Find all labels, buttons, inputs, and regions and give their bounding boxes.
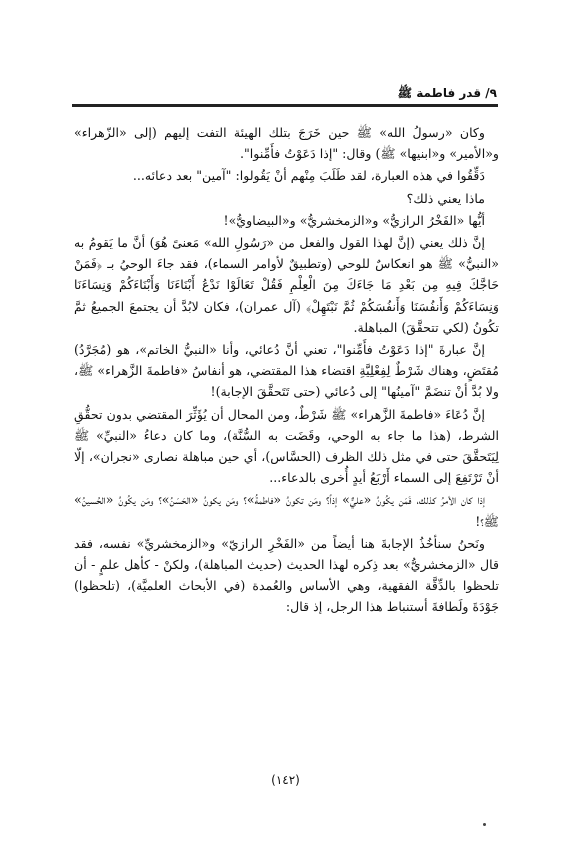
running-header: ٩/ قدر فاطمة ﷺ xyxy=(397,86,497,100)
paragraph-7: إنَّ دُعَاءَ «فاطمةَ الزَّهراء» ﷺ شَرْطٌ، ومن المحال أن يُؤَثِّرَ المقتضي بدون تحقُّقِ الشرط، (هذا ما جاء به الوحي، وقَضَت به السُّنَّة)، وما كان دعاءُ «النبيِّ» ﷺ لِيَتَحقَّقَ حتى في مثل ذلك الظرف (الحسَّاس)، أي حين مباهلة نصارى «نجران»، إلّا أنْ تَرْتَفِعَ إلى السماء أَرْبَعُ أيدٍ أُخرى بالدعاء... xyxy=(74,406,499,486)
paragraph-3: ماذا يعني ذلك؟ xyxy=(406,190,485,206)
paragraph-5: إنَّ ذلك يعني (إنَّ لهذا القول والفعل من «رَسُولِ الله» مَعنىً هُوَ) أنَّ ما يَقومُ به «النبيُّ» ﷺ هو انعكاسٌ للوحي (وتطبيقٌ لأوامر السماء)، فقد جاءَ الوحيُ بـ ﴿فَمَنْ حَاجَّكَ فِيهِ مِن بَعْدِ مَا جَاءَكَ مِنَ الْعِلْمِ فَقُلْ تَعَالَوْا نَدْعُ أَبْنَاءَنَا وَأَبْنَاءَكُمْ وَنِسَاءَنَا وَنِسَاءَكُمْ وَأَنفُسَنَا وَأَنفُسَكُمْ ثُمَّ نَبْتَهِلْ﴾ (آل عمران)، فكان لابُدَّ أن يجتمعَ الجميعُ ثمَّ تكُونُ (لكي تتحقَّقَ) المباهلة. xyxy=(74,235,499,335)
paragraph-1: وكان «رسولُ الله» ﷺ حين خَرَجَ بتلك الهيئة التفت إليهم (إلى «الزّهراء» و«الأمير» و«ابنيها» ﷺ) وقال: "إذا دَعَوْتُ فأَمِّنوا". xyxy=(74,125,499,162)
paragraph-8: إذا كان الأمرُ كذلك، فَمَن يكُونُ «عليٌّ» إذاً؟ ومَن تكونُ «فاطمةُ»؟ ومَن يكونُ «الحَسَنُ»؟ ومَن يكُونُ «الحُسينُ» ﷺ؟! xyxy=(74,492,499,529)
paragraph-4: أيُّها «الفَخْرُ الرازيُّ» و«الزمخشريُّ» و«البيضاويُّ»! xyxy=(223,212,485,228)
header-rule-thin xyxy=(72,106,498,107)
paragraph-9: ونَحنُ سنأخُذُ الإجابةَ هنا أيضاً من «الفَخْرِ الرازيّ» و«الزمخشريِّ» نفسه، فقد قال «الزمخشريُّ» بعد ذِكره لهذا الحديث (حديث المباهلة)، ولكنْ - كأهل علمٍ - أن تلحظوا بالدِّقَّة الفقهية، وهي الأساس والعُمدة (في الأبحاث العلميَّة)، (تلحظوا) جَوْدَةَ ولَطافةَ أستنباط هذا الرجل، إذ قال: xyxy=(74,535,499,615)
page-number: (١٤٢) xyxy=(271,773,300,787)
stray-mark xyxy=(483,823,486,826)
paragraph-2: دَقِّقُوا في هذه العبارة، لقد طَلَبَ مِنْهم أنْ يَقُولوا: "آمين" بعد دعائه... xyxy=(132,168,485,184)
body-text xyxy=(74,122,499,619)
paragraph-6: إنَّ عبارةَ "إذا دَعَوْتُ فأَمِّنوا"، تعني أنَّ دُعائي، وأنا «النبيُّ الخاتم»، هو (مُجَرَّدُ) مُقتَضٍ، وهناك شَرْطٌ لِفِعْلِيَّةِ اقتضاء هذا المقتضي، هو أنفاسُ «فاطمةَ الزَّهراء» ﷺ، ولا بُدَّ أنْ تنضَمَّ "آمينُها" إلى دُعائي (حتى تَتَحقَّقَ الإجابة)! xyxy=(74,342,499,400)
